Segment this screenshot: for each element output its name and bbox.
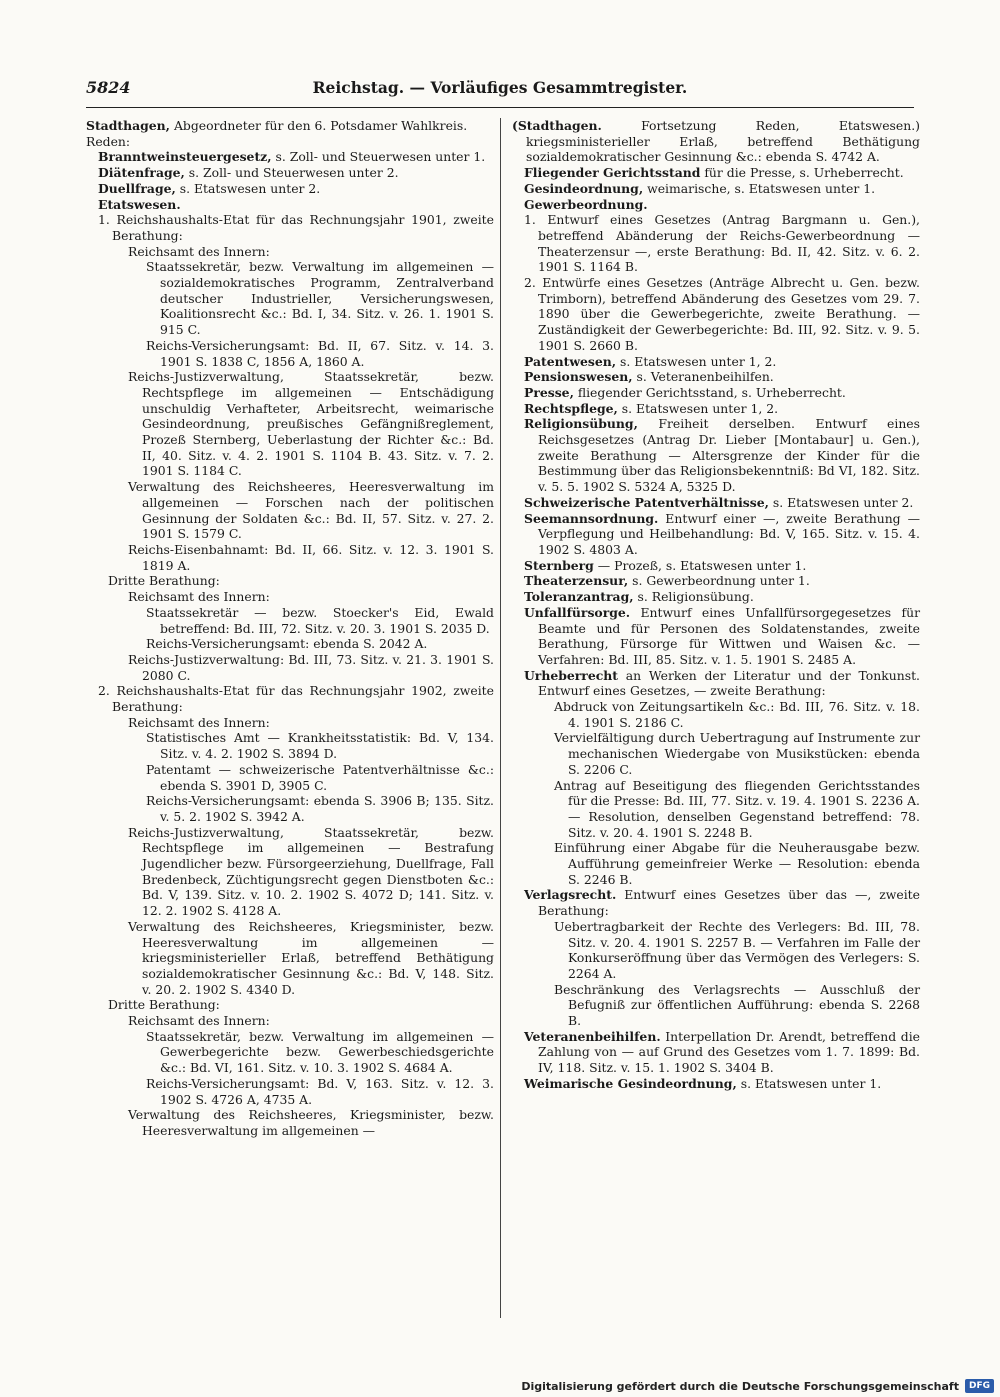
entry-keyword: Religionsübung, [524, 416, 638, 432]
entry-text: s. Etatswesen unter 1, 2. [617, 400, 779, 416]
entry-text: Verwaltung des Reichsheeres, Heeresverwaltung im allgemeinen — Forschen nach der politischen Gesinnung der Soldaten &c.: Bd. II, 57. Sitz. v. 27. 2. 1901 S. 1579 C. [128, 479, 494, 542]
entry-text: Einführung einer Abgabe für die Neuherausgabe bezw. Aufführung gemeinfreier Werke — Resolution: ebenda S. 2246 B. [554, 840, 920, 887]
index-entry [108, 573, 494, 589]
entry-keyword: Rechtspflege, [524, 400, 618, 416]
index-entry [128, 542, 494, 573]
index-entry [108, 997, 494, 1013]
entry-text: Verwaltung des Reichsheeres, Kriegsminister, bezw. Heeresverwaltung im allgemeinen — [128, 1107, 494, 1138]
entry-text: s. Gewerbeordnung unter 1. [628, 573, 810, 589]
entry-text: Interpellation Dr. Arendt, betreffend die Zahlung von — auf Grund des Gesetzes vom 1. 7. 1899: Bd. IV, 118. Sitz. v. 15. 1. 1902 S. 3404 B. [538, 1028, 920, 1076]
index-entry [524, 1076, 920, 1092]
index-entry [524, 495, 920, 511]
entry-text: Patentamt — schweizerische Patentverhältnisse &c.: ebenda S. 3901 D, 3905 C. [146, 761, 494, 793]
entry-text: s. Veteranenbeihilfen. [632, 369, 774, 385]
entry-keyword: Etatswesen. [98, 196, 181, 212]
entry-text: 1. Entwurf eines Gesetzes (Antrag Bargmann u. Gen.), betreffend Abänderung der Reichs-Gewerbeordnung — Theaterzensur —, erste Berathung: Bd. II, 42. Sitz. v. 6. 2. 1901 S. 1164 B. [524, 212, 920, 275]
index-entry [98, 683, 494, 714]
entry-text: Reichs-Versicherungsamt: Bd. V, 163. Sitz. v. 12. 3. 1902 S. 4726 A, 4735 A. [146, 1075, 494, 1107]
entry-keyword: (Stadthagen. [512, 118, 602, 133]
entry-text: 1. Reichshaushalts-Etat für das Rechnungsjahr 1901, zweite Berathung: [98, 212, 494, 243]
entry-text: Staatssekretär — bezw. Stoecker's Eid, Ewald betreffend: Bd. III, 72. Sitz. v. 20. 3. 1901 S. 2035 D. [146, 604, 494, 636]
entry-text: Reichs-Versicherungsamt: ebenda S. 3906 B; 135. Sitz. v. 5. 2. 1902 S. 3942 A. [146, 793, 494, 824]
index-entry [524, 165, 920, 181]
entry-text: Staatssekretär, bezw. Verwaltung im allgemeinen — sozialdemokratisches Programm, Zentralverband deutscher Industrieller, Versicherungswesen, Koalitionsrecht &c.: Bd. I, 34. Sitz. v. 26. 1. 1901 S. 915 C. [146, 259, 494, 338]
index-entry [146, 259, 494, 338]
index-entry [98, 181, 494, 197]
footer [521, 1379, 994, 1393]
entry-keyword: Fliegender Gerichtsstand [524, 165, 701, 181]
entry-keyword: Diätenfrage, [98, 165, 185, 181]
index-entry [524, 668, 920, 699]
page-header [86, 78, 914, 102]
entry-keyword: Sternberg [524, 557, 594, 573]
index-entry [524, 369, 920, 385]
entry-text: Antrag auf Beseitigung des fliegenden Gerichtsstandes für die Presse: Bd. III, 77. Sitz. v. 19. 4. 1901 S. 2236 A. — Resolution, denselben Gegenstand betreffend: 78. Sitz. v. 20. 4. 1901 S. 2248 B. [554, 777, 920, 840]
entry-keyword: Theaterzensur, [524, 573, 629, 589]
index-entry [524, 385, 920, 401]
entry-text: Uebertragbarkeit der Rechte des Verlegers: Bd. III, 78. Sitz. v. 20. 4. 1901 S. 2257 B. — Verfahren im Falle der Konkurseröffnung über das Vermögen des Verlegers: S. 2264 A. [554, 918, 920, 981]
entry-text: Reichs-Justizverwaltung, Staatssekretär, bezw. Rechtspflege im allgemeinen — Bestrafung Jugendlicher bezw. Fürsorgeerziehung, Duellfrage, Fall Bredenbeck, Züchtigungsrecht gegen Dienstboten &c.: Bd. V, 139. Sitz. v. 10. 2. 1902 S. 4072 D; 141. Sitz. v. 12. 2. 1902 S. 4128 A. [128, 824, 494, 919]
entry-text: Verwaltung des Reichsheeres, Kriegsminister, bezw. Heeresverwaltung im allgemeinen — kriegsministerieller Erlaß, betreffend Bethätigung sozialdemokratischer Gesinnung &c.: Bd. V, 148. Sitz. v. 20. 2. 1902 S. 4340 D. [128, 918, 494, 997]
entry-text: Entwurf einer —, zweite Berathung — Verpflegung und Heilbehandlung: Bd. V, 165. Sitz. v. 15. 4. 1902 S. 4803 A. [538, 510, 920, 557]
index-entry [524, 212, 920, 275]
entry-text: 2. Entwürfe eines Gesetzes (Anträge Albrecht u. Gen. bezw. Trimborn), betreffend Abänderung des Gesetzes vom 29. 7. 1890 über die Gewerbegerichte, zweite Berathung. — Zuständigkeit der Gewerbegerichte: Bd. III, 92. Sitz. v. 9. 5. 1901 S. 2660 B. [524, 275, 920, 353]
index-entry [98, 165, 494, 181]
index-entry [128, 244, 494, 260]
index-entry [554, 919, 920, 982]
index-entry [146, 762, 494, 793]
index-entry [128, 479, 494, 542]
entry-text: Beschränkung des Verlagsrechts — Ausschluß der Befugniß zur öffentlichen Aufführung: ebenda S. 2268 B. [554, 981, 920, 1029]
entry-keyword: Stadthagen, [86, 118, 170, 133]
index-entry [128, 1013, 494, 1029]
entry-text: für die Presse, s. Urheberrecht. [700, 165, 904, 181]
entry-keyword: Gewerbeordnung. [524, 196, 648, 212]
entry-keyword: Pensionswesen, [524, 369, 633, 385]
entry-text: s. Etatswesen unter 2. [175, 180, 321, 196]
entry-keyword: Urheberrecht [524, 667, 618, 683]
index-entry [86, 118, 494, 134]
entry-keyword: Veteranenbeihilfen. [524, 1028, 661, 1044]
index-entry [146, 605, 494, 636]
entry-text: s. Zoll- und Steuerwesen unter 1. [271, 149, 486, 165]
entry-text: Reichs-Eisenbahnamt: Bd. II, 66. Sitz. v. 12. 3. 1901 S. 1819 A. [128, 541, 494, 573]
dfg-logo: DFG [965, 1379, 994, 1393]
index-entry [524, 573, 920, 589]
page-number: 5824 [86, 78, 131, 97]
index-entry [554, 730, 920, 777]
index-entry [554, 840, 920, 887]
index-entry [524, 605, 920, 668]
entry-keyword: Unfallfürsorge. [524, 604, 631, 620]
entry-text: Fortsetzung Reden, Etatswesen.) kriegsministerieller Erlaß, betreffend Bethätigung sozialdemokratischer Gesinnung &c.: ebenda S. 4742 A. [526, 118, 920, 165]
entry-text: Reichsamt des Innern: [128, 714, 270, 730]
entry-text: s. Etatswesen unter 1. [736, 1075, 882, 1091]
entry-keyword: Schweizerische Patentverhältnisse, [524, 494, 769, 510]
entry-text: Dritte Berathung: [108, 573, 220, 589]
index-entry [524, 354, 920, 370]
entry-text: Entwurf eines Unfallfürsorgegesetzes für Beamte und für Personen des Soldatenstandes, zweite Berathung, Fürsorge für Wittwen und Waisen &c. — Verfahren: Bd. III, 85. Sitz. v. 1. 5. 1901 S. 2485 A. [538, 604, 920, 667]
entry-keyword: Seemannsordnung. [524, 510, 659, 526]
entry-keyword: Toleranzantrag, [524, 589, 634, 605]
right-column [512, 118, 920, 1092]
entry-keyword: Patentwesen, [524, 353, 617, 369]
entry-text: Reichs-Versicherungsamt: ebenda S. 2042 A. [146, 636, 428, 652]
entry-text: Dritte Berathung: [108, 997, 220, 1013]
entry-text: s. Zoll- und Steuerwesen unter 2. [184, 165, 399, 181]
entry-text: weimarische, s. Etatswesen unter 1. [643, 180, 876, 196]
running-head: Reichstag. — Vorläufiges Gesammtregister. [312, 78, 688, 97]
entry-text: Entwurf eines Gesetzes über das —, zweite Berathung: [538, 887, 920, 919]
index-entry [146, 730, 494, 761]
entry-text: Freiheit derselben. Entwurf eines Reichsgesetzes (Antrag Dr. Lieber [Montabaur] u. Gen.), zweite Berathung — Altersgrenze der Kinder für die Bestimmung über das Religionsbekenntniß: Bd VI, 182. Sitz. v. 5. 5. 1902 S. 5324 A, 5325 D. [538, 416, 920, 495]
index-entry [128, 652, 494, 683]
entry-text: Reden: [86, 133, 131, 149]
entry-keyword: Presse, [524, 384, 574, 400]
index-entry [146, 793, 494, 824]
index-entry [128, 369, 494, 479]
column-divider [500, 118, 501, 1318]
index-entry [524, 401, 920, 417]
entry-keyword: Weimarische Gesindeordnung, [524, 1075, 737, 1091]
index-entry [524, 589, 920, 605]
entry-text: Reichsamt des Innern: [128, 243, 270, 259]
entry-text: Reichs-Justizverwaltung, Staatssekretär, bezw. Rechtspflege im allgemeinen — Entschädigung unschuldig Verhafteter, Arbeitsrecht, weimarische Gesindeordnung, preußisches Gefängnißreglement, Prozeß Sternberg, Ueberlastung der Richter &c.: Bd. II, 40. Sitz. v. 4. 2. 1901 S. 1104 B. 43. Sitz. v. 7. 2. 1901 S. 1184 C. [128, 369, 494, 479]
index-entry [524, 181, 920, 197]
index-entry [86, 134, 494, 150]
entry-text: Vervielfältigung durch Uebertragung auf Instrumente zur mechanischen Wiedergabe von Musikstücken: ebenda S. 2206 C. [554, 730, 920, 777]
entry-text: an Werken der Literatur und der Tonkunst. Entwurf eines Gesetzes, — zweite Berathung: [538, 667, 920, 699]
index-entry [146, 636, 494, 652]
index-entry [128, 589, 494, 605]
header-rule [86, 107, 914, 108]
index-entry [98, 149, 494, 165]
entry-keyword: Verlagsrecht. [524, 887, 617, 903]
entry-text: Reichsamt des Innern: [128, 1013, 270, 1029]
index-entry [128, 825, 494, 919]
entry-text: Statistisches Amt — Krankheitsstatistik: Bd. V, 134. Sitz. v. 4. 2. 1902 S. 3894 D. [146, 730, 494, 762]
index-entry [524, 887, 920, 918]
entry-text: Reichsamt des Innern: [128, 589, 270, 605]
index-entry [128, 919, 494, 998]
index-entry [554, 778, 920, 841]
footer-text: Digitalisierung gefördert durch die Deutsche Forschungsgemeinschaft [521, 1379, 959, 1393]
entry-keyword: Duellfrage, [98, 180, 176, 196]
index-entry [128, 715, 494, 731]
entry-text: Staatssekretär, bezw. Verwaltung im allgemeinen — Gewerbegerichte bezw. Gewerbeschiedsgerichte &c.: Bd. VI, 161. Sitz. v. 10. 3. 1902 S. 4684 A. [146, 1028, 494, 1076]
index-entry [146, 338, 494, 369]
entry-text: 2. Reichshaushalts-Etat für das Rechnungsjahr 1902, zweite Berathung: [98, 683, 494, 715]
index-entry [524, 416, 920, 495]
index-entry [524, 197, 920, 213]
index-entry [512, 118, 920, 165]
index-entry [146, 1076, 494, 1107]
index-entry [524, 275, 920, 354]
index-entry [128, 1107, 494, 1138]
entry-text: s. Etatswesen unter 2. [768, 494, 914, 510]
entry-keyword: Branntweinsteuergesetz, [98, 149, 272, 165]
index-entry [524, 511, 920, 558]
left-column [86, 118, 494, 1139]
entry-text: fliegender Gerichtsstand, s. Urheberrecht. [573, 384, 846, 400]
index-entry [524, 558, 920, 574]
entry-text: s. Etatswesen unter 1, 2. [616, 353, 777, 369]
entry-text: Abgeordneter für den 6. Potsdamer Wahlkreis. [170, 118, 468, 133]
entry-text: Reichs-Justizverwaltung: Bd. III, 73. Sitz. v. 21. 3. 1901 S. 2080 C. [128, 651, 494, 683]
index-entry [554, 982, 920, 1029]
index-entry [524, 1029, 920, 1076]
entry-text: Abdruck von Zeitungsartikeln &c.: Bd. III, 76. Sitz. v. 18. 4. 1901 S. 2186 C. [554, 699, 920, 730]
entry-text: Reichs-Versicherungsamt: Bd. II, 67. Sitz. v. 14. 3. 1901 S. 1838 C, 1856 A, 1860 A. [146, 337, 494, 369]
index-entry [98, 197, 494, 213]
entry-text: — Prozeß, s. Etatswesen unter 1. [593, 557, 807, 573]
index-entry [554, 699, 920, 730]
index-entry [98, 212, 494, 243]
entry-text: s. Religionsübung. [633, 589, 754, 605]
index-entry [146, 1029, 494, 1076]
entry-keyword: Gesindeordnung, [524, 180, 644, 196]
